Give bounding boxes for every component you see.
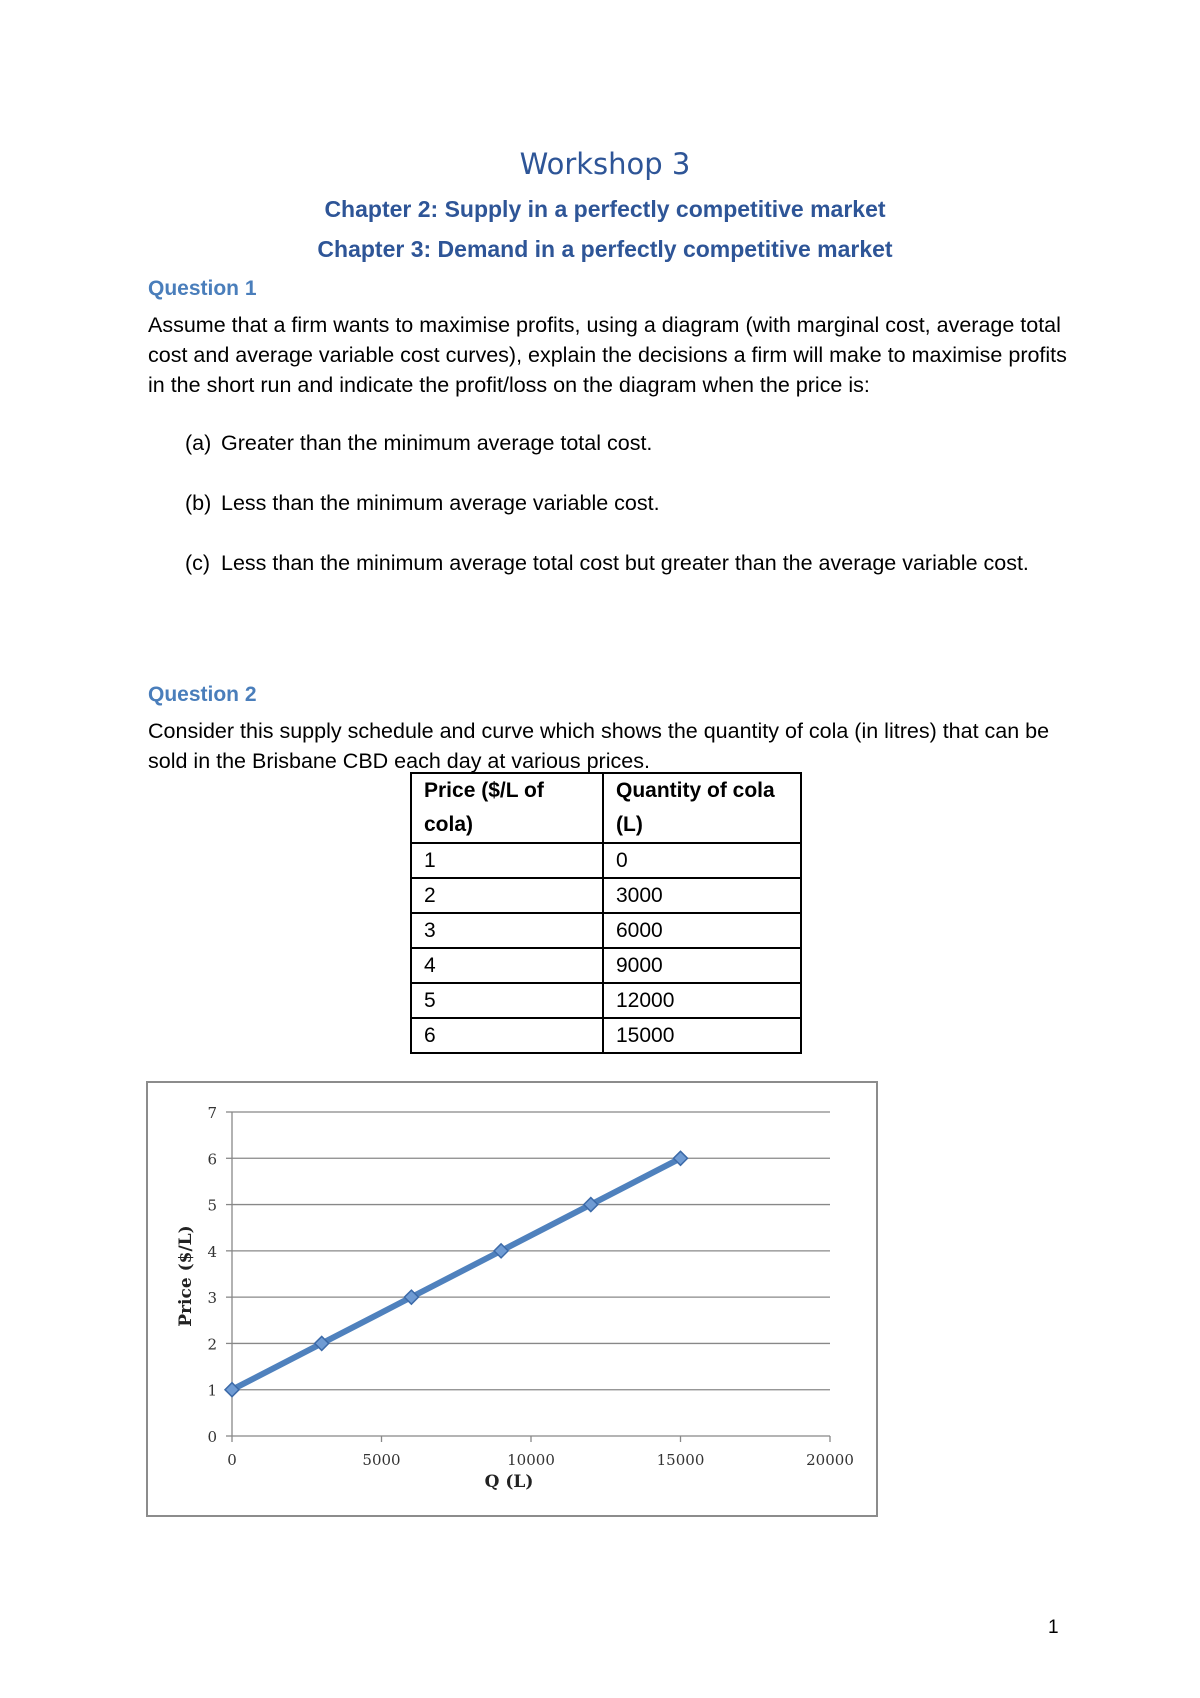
table-row (411, 913, 801, 948)
table-cell-quantity: 9000 (603, 948, 801, 983)
y-tick-label: 1 (207, 1381, 217, 1400)
y-tick-label: 4 (207, 1242, 217, 1261)
table-cell-quantity: 0 (603, 843, 801, 878)
supply-line (232, 1158, 681, 1389)
y-tick-label: 0 (207, 1428, 217, 1446)
table-header-quantity: Quantity of cola (L) (603, 773, 801, 843)
table-cell-quantity: 3000 (603, 878, 801, 913)
table-cell-price: 2 (411, 878, 603, 913)
question-1-item-a (185, 431, 652, 456)
y-tick-label: 2 (207, 1335, 217, 1354)
y-tick-label: 5 (207, 1196, 217, 1215)
x-tick-label: 10000 (507, 1451, 555, 1469)
table-cell-quantity: 12000 (603, 983, 801, 1018)
table-cell-quantity: 6000 (603, 913, 801, 948)
page-number: 1 (1048, 1617, 1059, 1638)
item-text: Greater than the minimum average total cost. (221, 431, 653, 455)
chapter-3-heading: Chapter 3: Demand in a perfectly competitive market (317, 236, 893, 262)
supply-chart (146, 1081, 878, 1517)
table-cell-price: 5 (411, 983, 603, 1018)
table-cell-price: 3 (411, 913, 603, 948)
supply-schedule-table (410, 772, 802, 1054)
table-cell-price: 1 (411, 843, 603, 878)
chapter-2-heading: Chapter 2: Supply in a perfectly competitive market (324, 196, 886, 222)
table-cell-price: 6 (411, 1018, 603, 1053)
table-header-row (411, 773, 801, 843)
table-row (411, 983, 801, 1018)
table-cell-quantity: 15000 (603, 1018, 801, 1053)
y-tick-label: 7 (207, 1104, 217, 1122)
question-2-text: Consider this supply schedule and curve which shows the quantity of cola (in litres) that can be sold in the Brisbane CBD each day at various prices. (148, 719, 1050, 773)
page-title: Workshop 3 (519, 147, 691, 181)
item-text: Less than the minimum average variable cost. (221, 491, 660, 515)
table-cell-price: 4 (411, 948, 603, 983)
y-tick-label: 3 (207, 1289, 217, 1308)
x-tick-label: 15000 (656, 1451, 705, 1469)
table-row (411, 948, 801, 983)
question-1-item-c (185, 551, 1029, 576)
x-tick-label: 20000 (806, 1451, 854, 1469)
question-1-text: Assume that a firm wants to maximise profits, using a diagram (with marginal cost, average total cost and average variable cost curves), explain the decisions a firm will make to maximise profits in the short run and indicate the profit/loss on the diagram when the price is: (148, 313, 1067, 397)
x-tick-label: 0 (227, 1451, 237, 1469)
y-axis-label: Price ($/L) (176, 1225, 196, 1327)
y-tick-label: 6 (207, 1150, 217, 1169)
x-axis-label: Q (L) (484, 1472, 534, 1492)
question-2-heading: Question 2 (148, 683, 257, 706)
item-label: (b) (185, 491, 212, 515)
item-label: (c) (185, 551, 211, 575)
table-header-price: Price ($/L of cola) (411, 773, 603, 843)
supply-chart-svg (148, 1083, 876, 1515)
question-1-item-b (185, 491, 660, 516)
item-text: Less than the minimum average total cost but greater than the average variable cost. (221, 551, 1029, 575)
x-tick-label: 5000 (362, 1451, 401, 1469)
table-row (411, 1018, 801, 1053)
item-label: (a) (185, 431, 212, 455)
table-row (411, 843, 801, 878)
table-row (411, 878, 801, 913)
question-1-heading: Question 1 (148, 277, 257, 300)
